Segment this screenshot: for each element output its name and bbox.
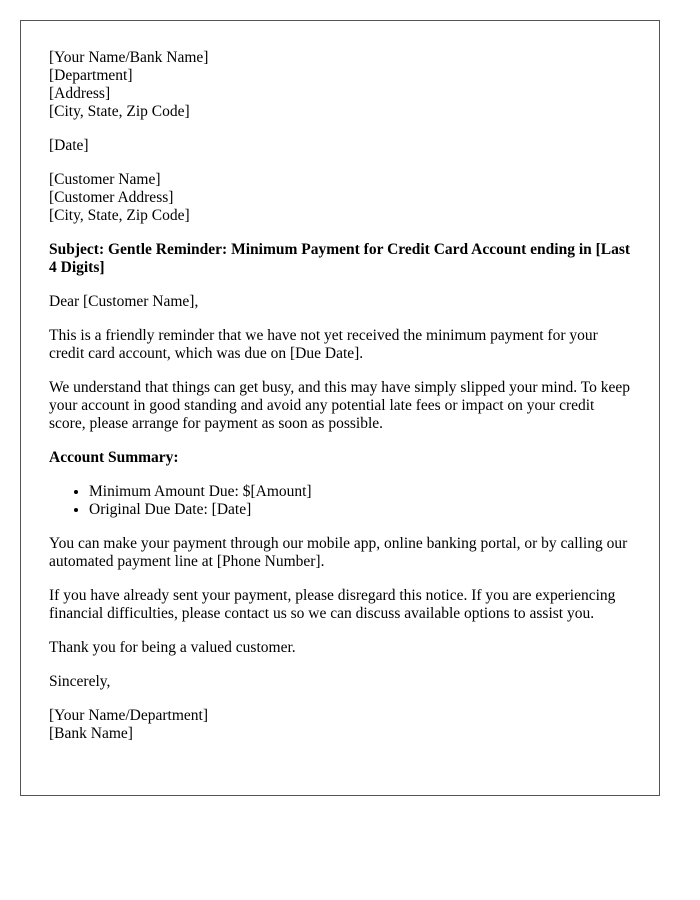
account-summary-list (49, 483, 631, 519)
sender-department: [Department] (49, 67, 133, 84)
body-paragraph-payment-methods: You can make your payment through our mobile app, online banking portal, or by calling our automated payment line at [Phone Number]. (49, 535, 628, 570)
sender-city-state-zip: [City, State, Zip Code] (49, 103, 190, 120)
signature-bank-name: [Bank Name] (49, 725, 133, 742)
body-paragraph-standing: We understand that things can get busy, and this may have simply slipped your mind. To keep your account in good standing and avoid any potential late fees or impact on your credit score, please arrange for payment as soon as possible. (49, 379, 630, 432)
recipient-address: [Customer Address] (49, 189, 174, 206)
account-summary-heading: Account Summary: (49, 449, 179, 466)
sender-name: [Your Name/Bank Name] (49, 49, 209, 66)
list-item: • Minimum Amount Due: $[Amount] (89, 483, 631, 501)
letter-document (20, 20, 660, 796)
signature-name-department: [Your Name/Department] (49, 707, 208, 724)
body-paragraph-thanks: Thank you for being a valued customer. (49, 639, 296, 656)
list-item: • Original Due Date: [Date] (89, 501, 631, 519)
body-paragraph-disregard: If you have already sent your payment, please disregard this notice. If you are experiencing financial difficulties, please contact us so we can discuss available options to assist you. (49, 587, 616, 622)
signature-block (49, 707, 631, 743)
subject-line: Subject: Gentle Reminder: Minimum Payment for Credit Card Account ending in [Last 4 Digits] (49, 241, 631, 276)
salutation: Dear [Customer Name], (49, 293, 199, 310)
recipient-address-block (49, 171, 631, 225)
sender-address: [Address] (49, 85, 111, 102)
signoff: Sincerely, (49, 673, 111, 690)
letter-date: [Date] (49, 137, 89, 154)
recipient-name: [Customer Name] (49, 171, 161, 188)
recipient-city-state-zip: [City, State, Zip Code] (49, 207, 190, 224)
body-paragraph-reminder: This is a friendly reminder that we have not yet received the minimum payment for your credit card account, which was due on [Due Date]. (49, 327, 598, 362)
sender-address-block (49, 49, 631, 121)
